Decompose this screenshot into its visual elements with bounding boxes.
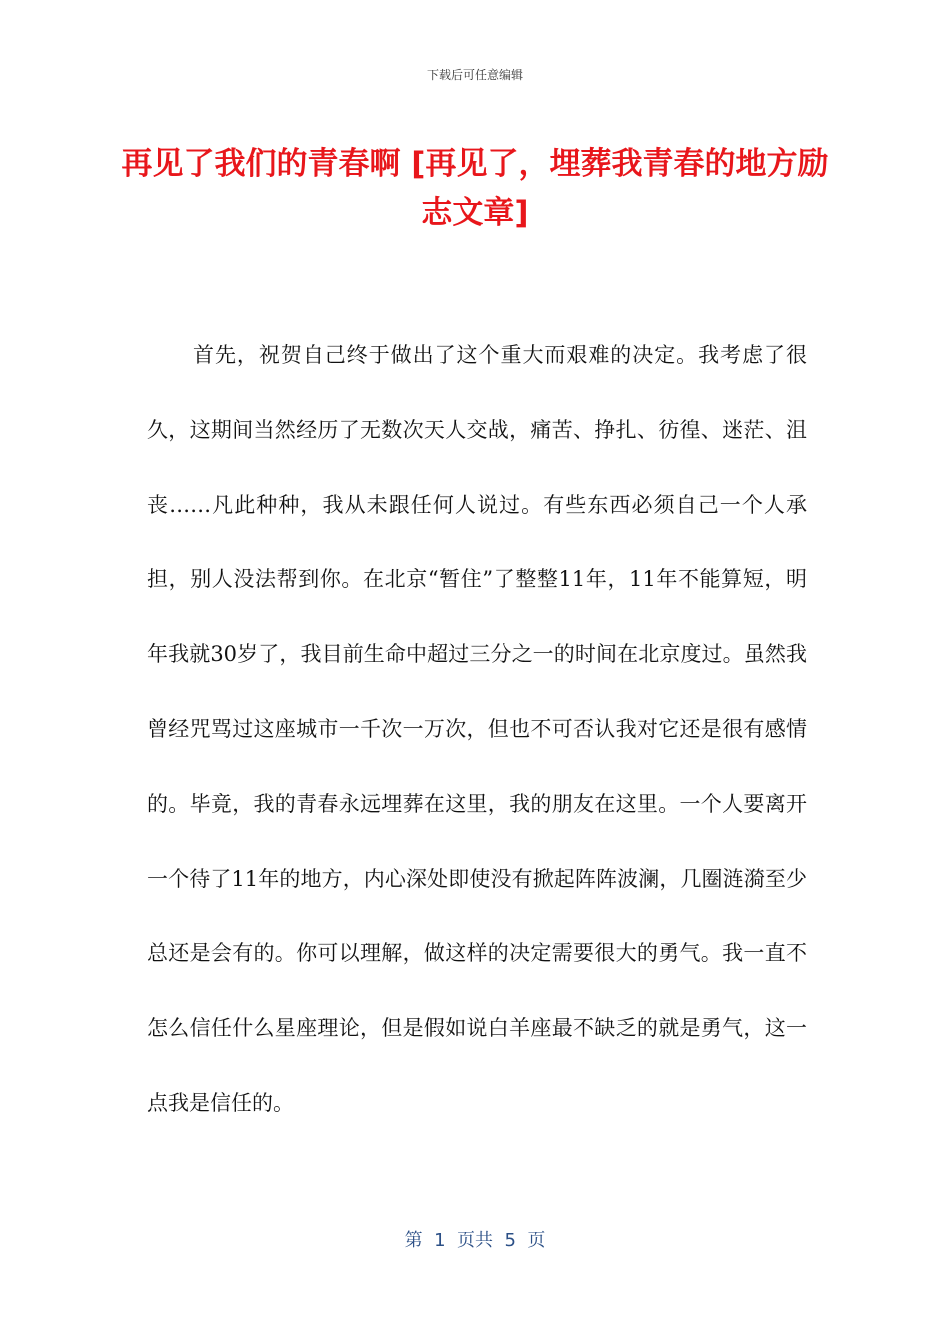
header-note: 下载后可任意编辑 xyxy=(426,68,523,82)
page-number-footer: 第 1 页共 5 页 xyxy=(404,1230,546,1251)
body-paragraph: 首先，祝贺自己终于做出了这个重大而艰难的决定。我考虑了很久，这期间当然经历了无数次天人交战，痛苦、挣扎、彷徨、迷茫、沮丧……凡此种种，我从未跟任何人说过。有些东西必须自己一个人承担，别人没法帮到你。在北京“暂住”了整整11年，11年不能算短，明年我就30岁了，我目前生命中超过三分之一的时间在北京度过。虽然我曾经咒骂过这座城市一千次一万次，但也不可否认我对它还是很有感情的。毕竟，我的青春永远埋葬在这里，我的朋友在这里。一个人要离开一个待了11年的地方，内心深处即使没有掀起阵阵波澜，几圈涟漪至少总还是会有的。你可以理解，做这样的决定需要很大的勇气。我一直不怎么信任什么星座理论，但是假如说白羊座最不缺乏的就是勇气，这一点我是信任的。 xyxy=(147,343,807,1115)
document-title: 再见了我们的青春啊 [再见了，埋葬我青春的地方励志文章] xyxy=(121,146,829,231)
